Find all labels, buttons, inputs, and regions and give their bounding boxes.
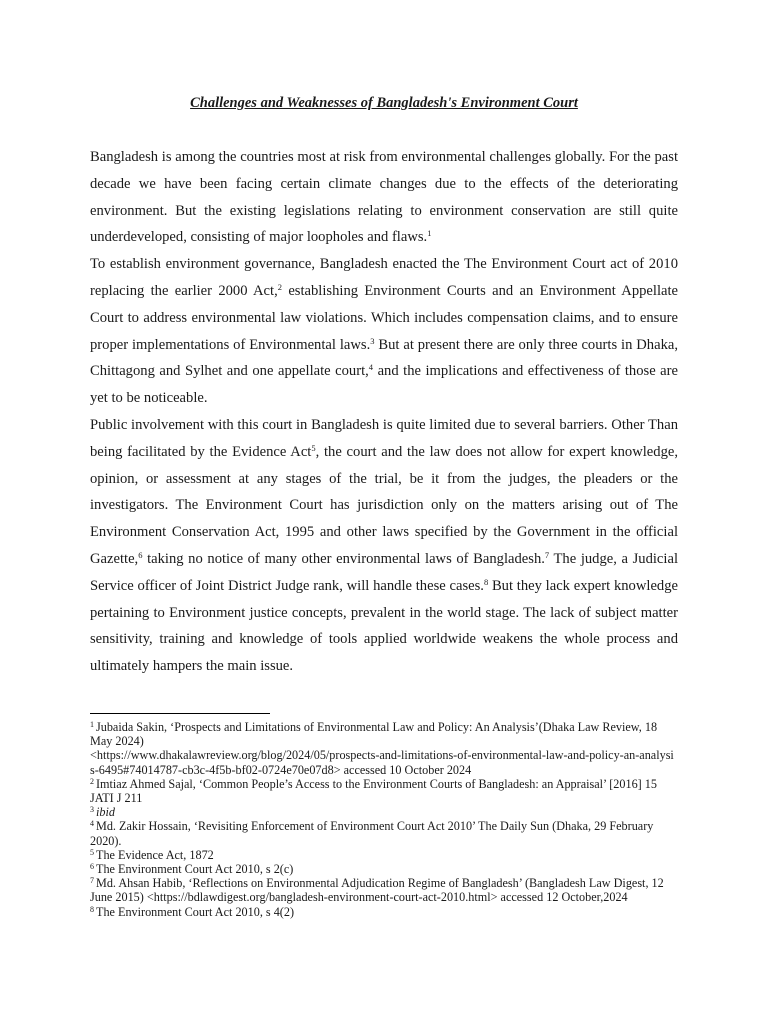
footnote-ref[interactable]: 3 [370, 335, 375, 346]
footnote-4: $^4$ Md. Zakir Hossain, ‘Revisiting Enforcement of Environment Court Act 2010’ The Daily Sun (Dhaka, 29 February 2020). [90, 819, 654, 848]
footnote-6: $^6$ The Environment Court Act 2010, s 2(c) [90, 862, 294, 877]
footnote-1: $^1$ Jubaida Sakin, ‘Prospects and Limitations of Environmental Law and Policy: An Analysis’(Dhaka Law Review, 18 May 2024) <https://www.dhakalawreview.org/blog/2024/05/prospects-and-limitations-of-environmental-law-and-policy-an-analysis-6495#74014787-cb3c-4f5b-bf02-0724e70e07d8> accessed 10 October 2024 [90, 720, 674, 777]
body-text [90, 144, 678, 680]
footnote-ref[interactable]: 8 [483, 576, 489, 587]
footnote-ref[interactable]: 7 [544, 549, 550, 560]
footnote-separator [90, 713, 270, 714]
footnote-ref[interactable]: 4 [368, 362, 374, 373]
footnote-2: $^2$ Imtiaz Ahmed Sajal, ‘Common People’s Access to the Environment Courts of Bangladesh: an Appraisal’ [2016] 15 JATI J 211 [90, 776, 657, 806]
footnote-link[interactable]: <https://www.dhakalawreview.org/blog/2024/05/prospects-and-limitations-of-environmental-law-and-policy-an-analysis-6495#74014787-cb3c-4f5b-bf02-0724e70e07d8> [90, 748, 674, 777]
footnote-5: $^5$ The Evidence Act, 1872 [90, 847, 214, 862]
paragraph-1: Bangladesh is among the countries most at risk from environmental challenges globally. For the past decade we have been facing certain climate changes due to the effects of the deteriorating environment. But the existing legislations relating to environment conservation are still quite underdeveloped, consisting of major loopholes and flaws.$^1$ [90, 149, 678, 246]
footnote-8: $^8$ The Environment Court Act 2010, s 4(2) [90, 904, 295, 919]
footnote-ref[interactable]: 1 [427, 228, 432, 239]
footnote-ref[interactable]: 2 [277, 281, 282, 292]
footnotes [90, 720, 678, 919]
paragraph-3: Public involvement with this court in Bangladesh is quite limited due to several barriers. Other Than being facilitated by the Evidence Act$^5$, the court and the law does not allow for expert knowledge, opinion, or assessment at any stages of the trial, be it from the judges, the pleaders or the investigators. The Environment Court has jurisdiction only on the matters arising out of The Environment Conservation Act, 1995 and other laws specified by the Government in the official Gazette,$^6$ taking no notice of many other environmental laws of Bangladesh.$^7$ The judge, a Judicial Service officer of Joint District Judge rank, will handle these cases.$^8$ But they lack expert knowledge pertaining to Environment justice concepts, prevalent in the world stage. The lack of subject matter sensitivity, training and knowledge of tools applied worldwide weakens the whole process and ultimately hampers the main issue. [90, 416, 679, 675]
footnote-ref[interactable]: 5 [311, 442, 316, 453]
paragraph-2: To establish environment governance, Bangladesh enacted the The Environment Court act of 2010 replacing the earlier 2000 Act,$^2$ establishing Environment Courts and an Environment Appellate Court to address environmental law violations. Which includes compensation claims, and to ensure proper implementations of Environmental laws.$^3$ But at present there are only three courts in Dhaka, Chittagong and Sylhet and one appellate court,$^4$ and the implications and effectiveness of those are yet to be noticeable. [90, 256, 679, 407]
footnote-3: $^3$ ibid [90, 805, 115, 820]
footnote-ref[interactable]: 6 [138, 549, 143, 560]
footnote-7: $^7$ Md. Ahsan Habib, ‘Reflections on Environmental Adjudication Regime of Bangladesh’ (Bangladesh Law Digest, 12 June 2015) <https://bdlawdigest.org/bangladesh-environment-court-act-2010.html> accessed 12 October,2024 [90, 876, 664, 905]
page-title: Challenges and Weaknesses of Bangladesh's Environment Court [190, 95, 578, 111]
